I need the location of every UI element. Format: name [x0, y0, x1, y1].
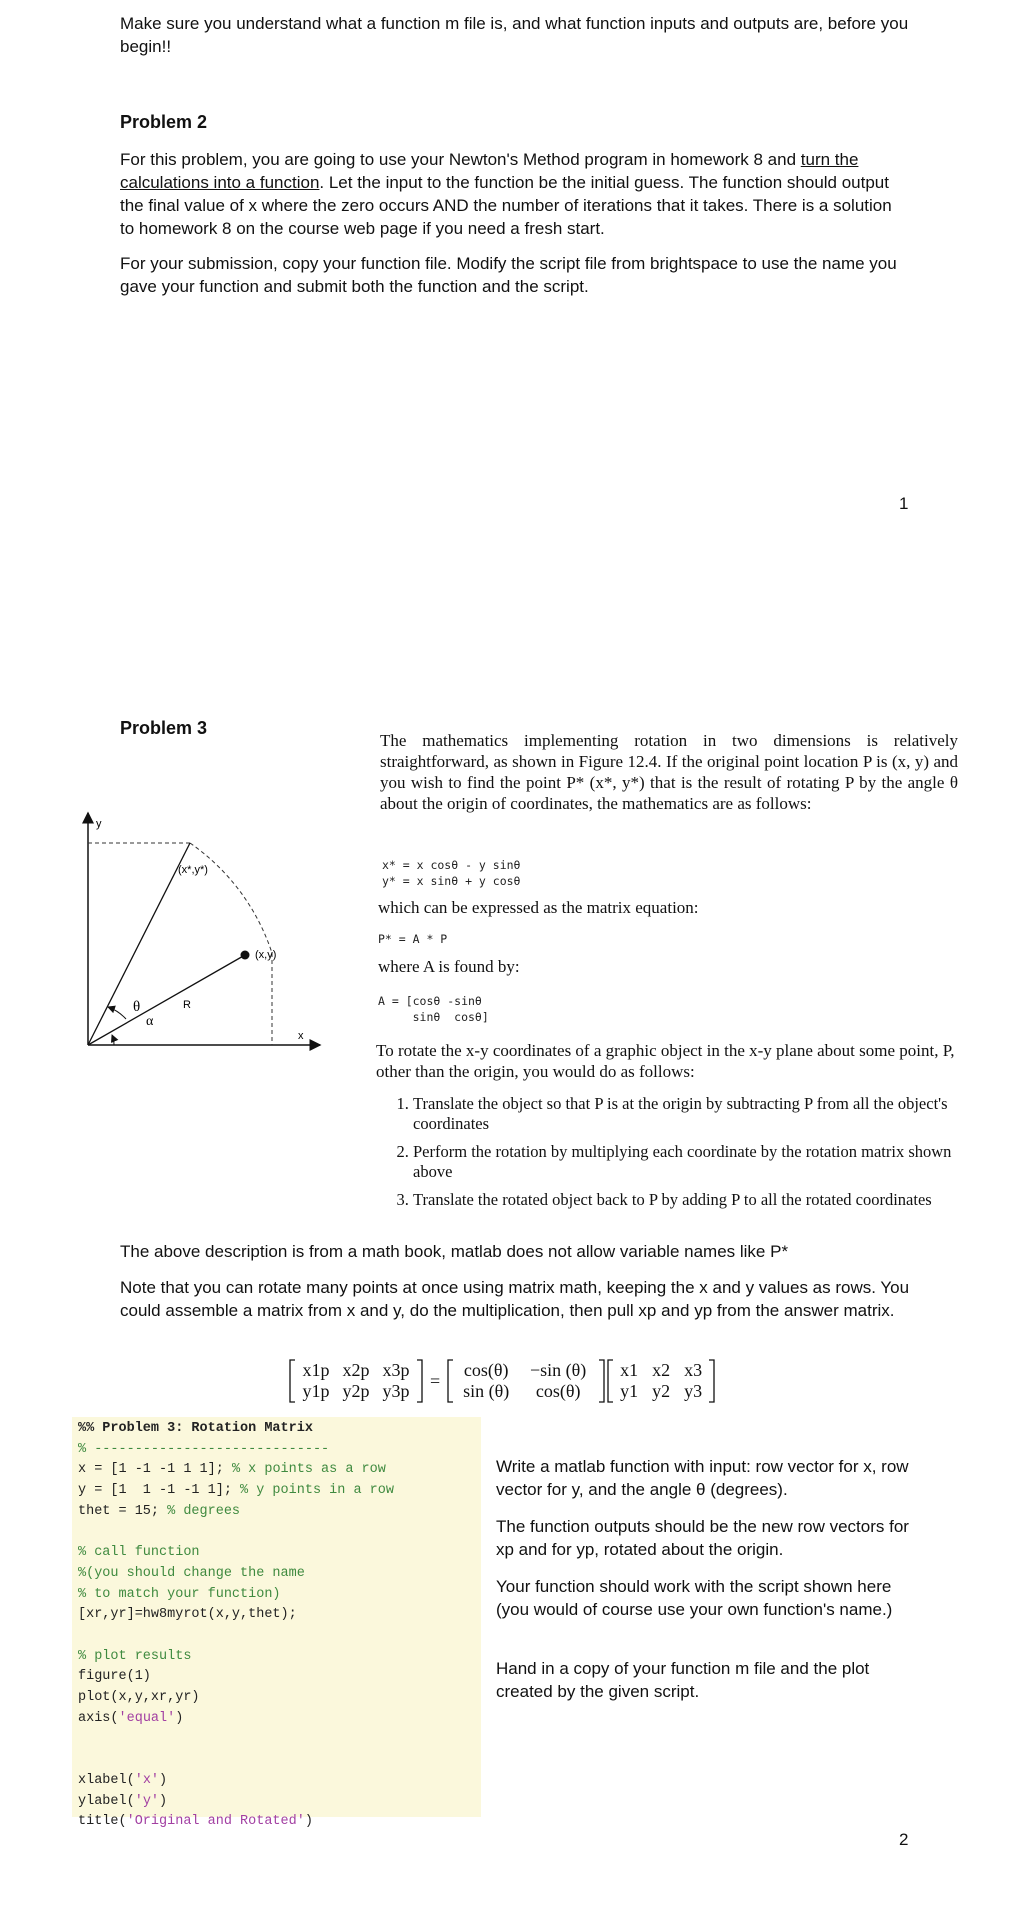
code-line: thet = 15;	[78, 1503, 168, 1519]
code-line: y = [1 1 -1 -1 1];	[78, 1483, 241, 1499]
matrix-cell: x2p	[342, 1360, 370, 1380]
code-line: )	[304, 1814, 313, 1830]
page-number-1: 1	[899, 494, 909, 513]
arc-path	[190, 843, 272, 953]
code-line: x = [1 -1 -1 1 1];	[78, 1462, 232, 1478]
matrix-cell: x3	[684, 1360, 703, 1380]
bracket-left	[606, 1359, 614, 1403]
bracket-left	[446, 1359, 454, 1403]
bracket-right	[416, 1359, 424, 1403]
matrix-cell: x3p	[382, 1360, 410, 1380]
original-point-label: (x,y)	[255, 949, 277, 961]
book-paragraph-1: The mathematics implementing rotation in two dimensions is relatively straightforward, as shown in Figure 12.4. If the original point location P is (x, y) and you wish to find the point P* (x*, y*) that is the result of rotating P by the angle θ about the origin of coordinates, the mathematics are as follows:	[380, 731, 958, 813]
radius-label: R	[183, 999, 191, 1011]
instruction-1: Write a matlab function with input: row vector for x, row vector for y, and the angle θ (degrees).	[496, 1457, 909, 1499]
matrix-cell: y3	[684, 1381, 703, 1401]
code-comment: % degrees	[167, 1503, 241, 1519]
instruction-4: Hand in a copy of your function m file and the plot created by the given script.	[496, 1659, 870, 1701]
intro-text: Make sure you understand what a function m file is, and what function inputs and outputs are, before you begin!!	[120, 14, 909, 56]
ray-original	[88, 955, 245, 1045]
code-line: ylabel(	[78, 1793, 135, 1809]
matlab-script	[72, 1417, 481, 1830]
matrix-equation	[288, 1358, 716, 1404]
problem2-p1-underlined: turn the calculations into a function	[120, 150, 859, 192]
code-string: 'equal'	[118, 1710, 176, 1726]
problem2-paragraph-2: For your submission, copy your function file. Modify the script file from brightspace to use the name you gave your function and submit both the function and the script.	[120, 254, 897, 296]
matrix-cell: y2p	[342, 1381, 370, 1401]
alpha-arc	[112, 1035, 114, 1045]
code-line: )	[175, 1710, 184, 1726]
lhs-matrix	[296, 1360, 416, 1402]
code-line: xlabel(	[78, 1772, 135, 1788]
matrix-cell: −sin (θ)	[530, 1360, 587, 1380]
matrix-cell: y3p	[382, 1381, 410, 1401]
equation-a: A = [cosθ -sinθ sinθ cosθ]	[378, 994, 489, 1024]
rotation-figure	[72, 805, 342, 1055]
code-line: plot(x,y,xr,yr)	[78, 1690, 200, 1706]
code-line: )	[159, 1793, 168, 1809]
book-paragraph-3: where A is found by:	[378, 957, 520, 976]
code-string: 'y'	[134, 1793, 160, 1809]
book-paragraph-2: which can be expressed as the matrix equation:	[378, 898, 699, 917]
matrix-cell: x1p	[302, 1360, 330, 1380]
steps-list	[377, 1094, 973, 1218]
code-line: [xr,yr]=hw8myrot(x,y,thet);	[78, 1607, 297, 1623]
matrix-cell: x2	[652, 1360, 671, 1380]
point-xy	[241, 951, 250, 960]
equation-matrix: P* = A * P	[378, 932, 448, 946]
equation-rotation: x* = x cosθ - y sinθ y* = x sinθ + y cosθ	[382, 858, 521, 888]
note-2: Note that you can rotate many points at once using matrix math, keeping the x and y values as rows. You could assemble a matrix from x and y, do the multiplication, then pull xp and yp from the answer matrix.	[120, 1278, 910, 1320]
book-paragraph-4: To rotate the x-y coordinates of a graphic object in the x-y plane about some point, P, other than the origin, you would do as follows:	[376, 1041, 955, 1081]
problem2-heading: Problem 2	[120, 112, 208, 132]
code-line: )	[159, 1772, 168, 1788]
code-line: axis(	[78, 1710, 119, 1726]
matrix-cell: cos(θ)	[463, 1360, 509, 1380]
bracket-left	[288, 1359, 296, 1403]
instruction-2: The function outputs should be the new row vectors for xp and for yp, rotated about the origin.	[496, 1517, 909, 1559]
code-comment: % y points in a row	[240, 1483, 394, 1499]
matrix-cell: x1	[620, 1360, 639, 1380]
matrix-cell: y1	[620, 1381, 639, 1401]
step-item: 3. Translate the rotated object back to P by adding P to all the rotated coordinates	[413, 1190, 973, 1210]
problem3-heading: Problem 3	[120, 718, 208, 738]
rotated-point-label: (x*,y*)	[178, 864, 208, 876]
x-axis-label: x	[298, 1030, 304, 1042]
problem2-p1-b: . Let the input to the function be the initial guess. The function should output the final value of x where the zero occurs AND the number of iterations that it takes. There is a solution to homework 8 on the course web page if you need a fresh start.	[120, 173, 892, 238]
input-matrix	[614, 1360, 708, 1402]
code-line: % -----------------------------	[78, 1441, 330, 1457]
code-string: 'x'	[134, 1772, 160, 1788]
code-line: figure(1)	[78, 1669, 151, 1685]
step-item: 2. Perform the rotation by multiplying each coordinate by the rotation matrix shown above	[413, 1142, 973, 1182]
code-line: % to match your function)	[78, 1586, 281, 1602]
page-number-2: 2	[899, 1830, 909, 1849]
matrix-cell: sin (θ)	[463, 1381, 510, 1401]
code-line: % plot results	[78, 1648, 192, 1664]
matrix-cell: y2	[652, 1381, 671, 1401]
equals-sign: =	[430, 1370, 441, 1391]
rotation-matrix	[454, 1360, 598, 1402]
code-line: %(you should change the name	[78, 1565, 305, 1581]
code-line: title(	[78, 1814, 127, 1830]
instruction-3: Your function should work with the script shown here (you would of course use your own function's name.)	[496, 1577, 893, 1619]
code-string: 'Original and Rotated'	[126, 1814, 305, 1830]
theta-arc	[108, 1007, 126, 1019]
y-axis-label: y	[96, 818, 102, 830]
bracket-right	[708, 1359, 716, 1403]
code-comment: % x points as a row	[231, 1462, 386, 1478]
note-1: The above description is from a math book, matlab does not allow variable names like P*	[120, 1242, 789, 1261]
theta-label: θ	[133, 999, 141, 1015]
step-item: 1. Translate the object so that P is at the origin by subtracting P from all the object's coordinates	[413, 1094, 973, 1134]
matrix-cell: cos(θ)	[535, 1381, 581, 1401]
bracket-right	[598, 1359, 606, 1403]
problem2-p1-a: For this problem, you are going to use your Newton's Method program in homework 8 and	[120, 150, 801, 169]
code-line: % call function	[78, 1545, 200, 1561]
matrix-cell: y1p	[302, 1381, 330, 1401]
alpha-label: α	[146, 1014, 154, 1029]
problem2-paragraph-1	[120, 148, 900, 240]
code-line: %% Problem 3: Rotation Matrix	[78, 1421, 313, 1436]
